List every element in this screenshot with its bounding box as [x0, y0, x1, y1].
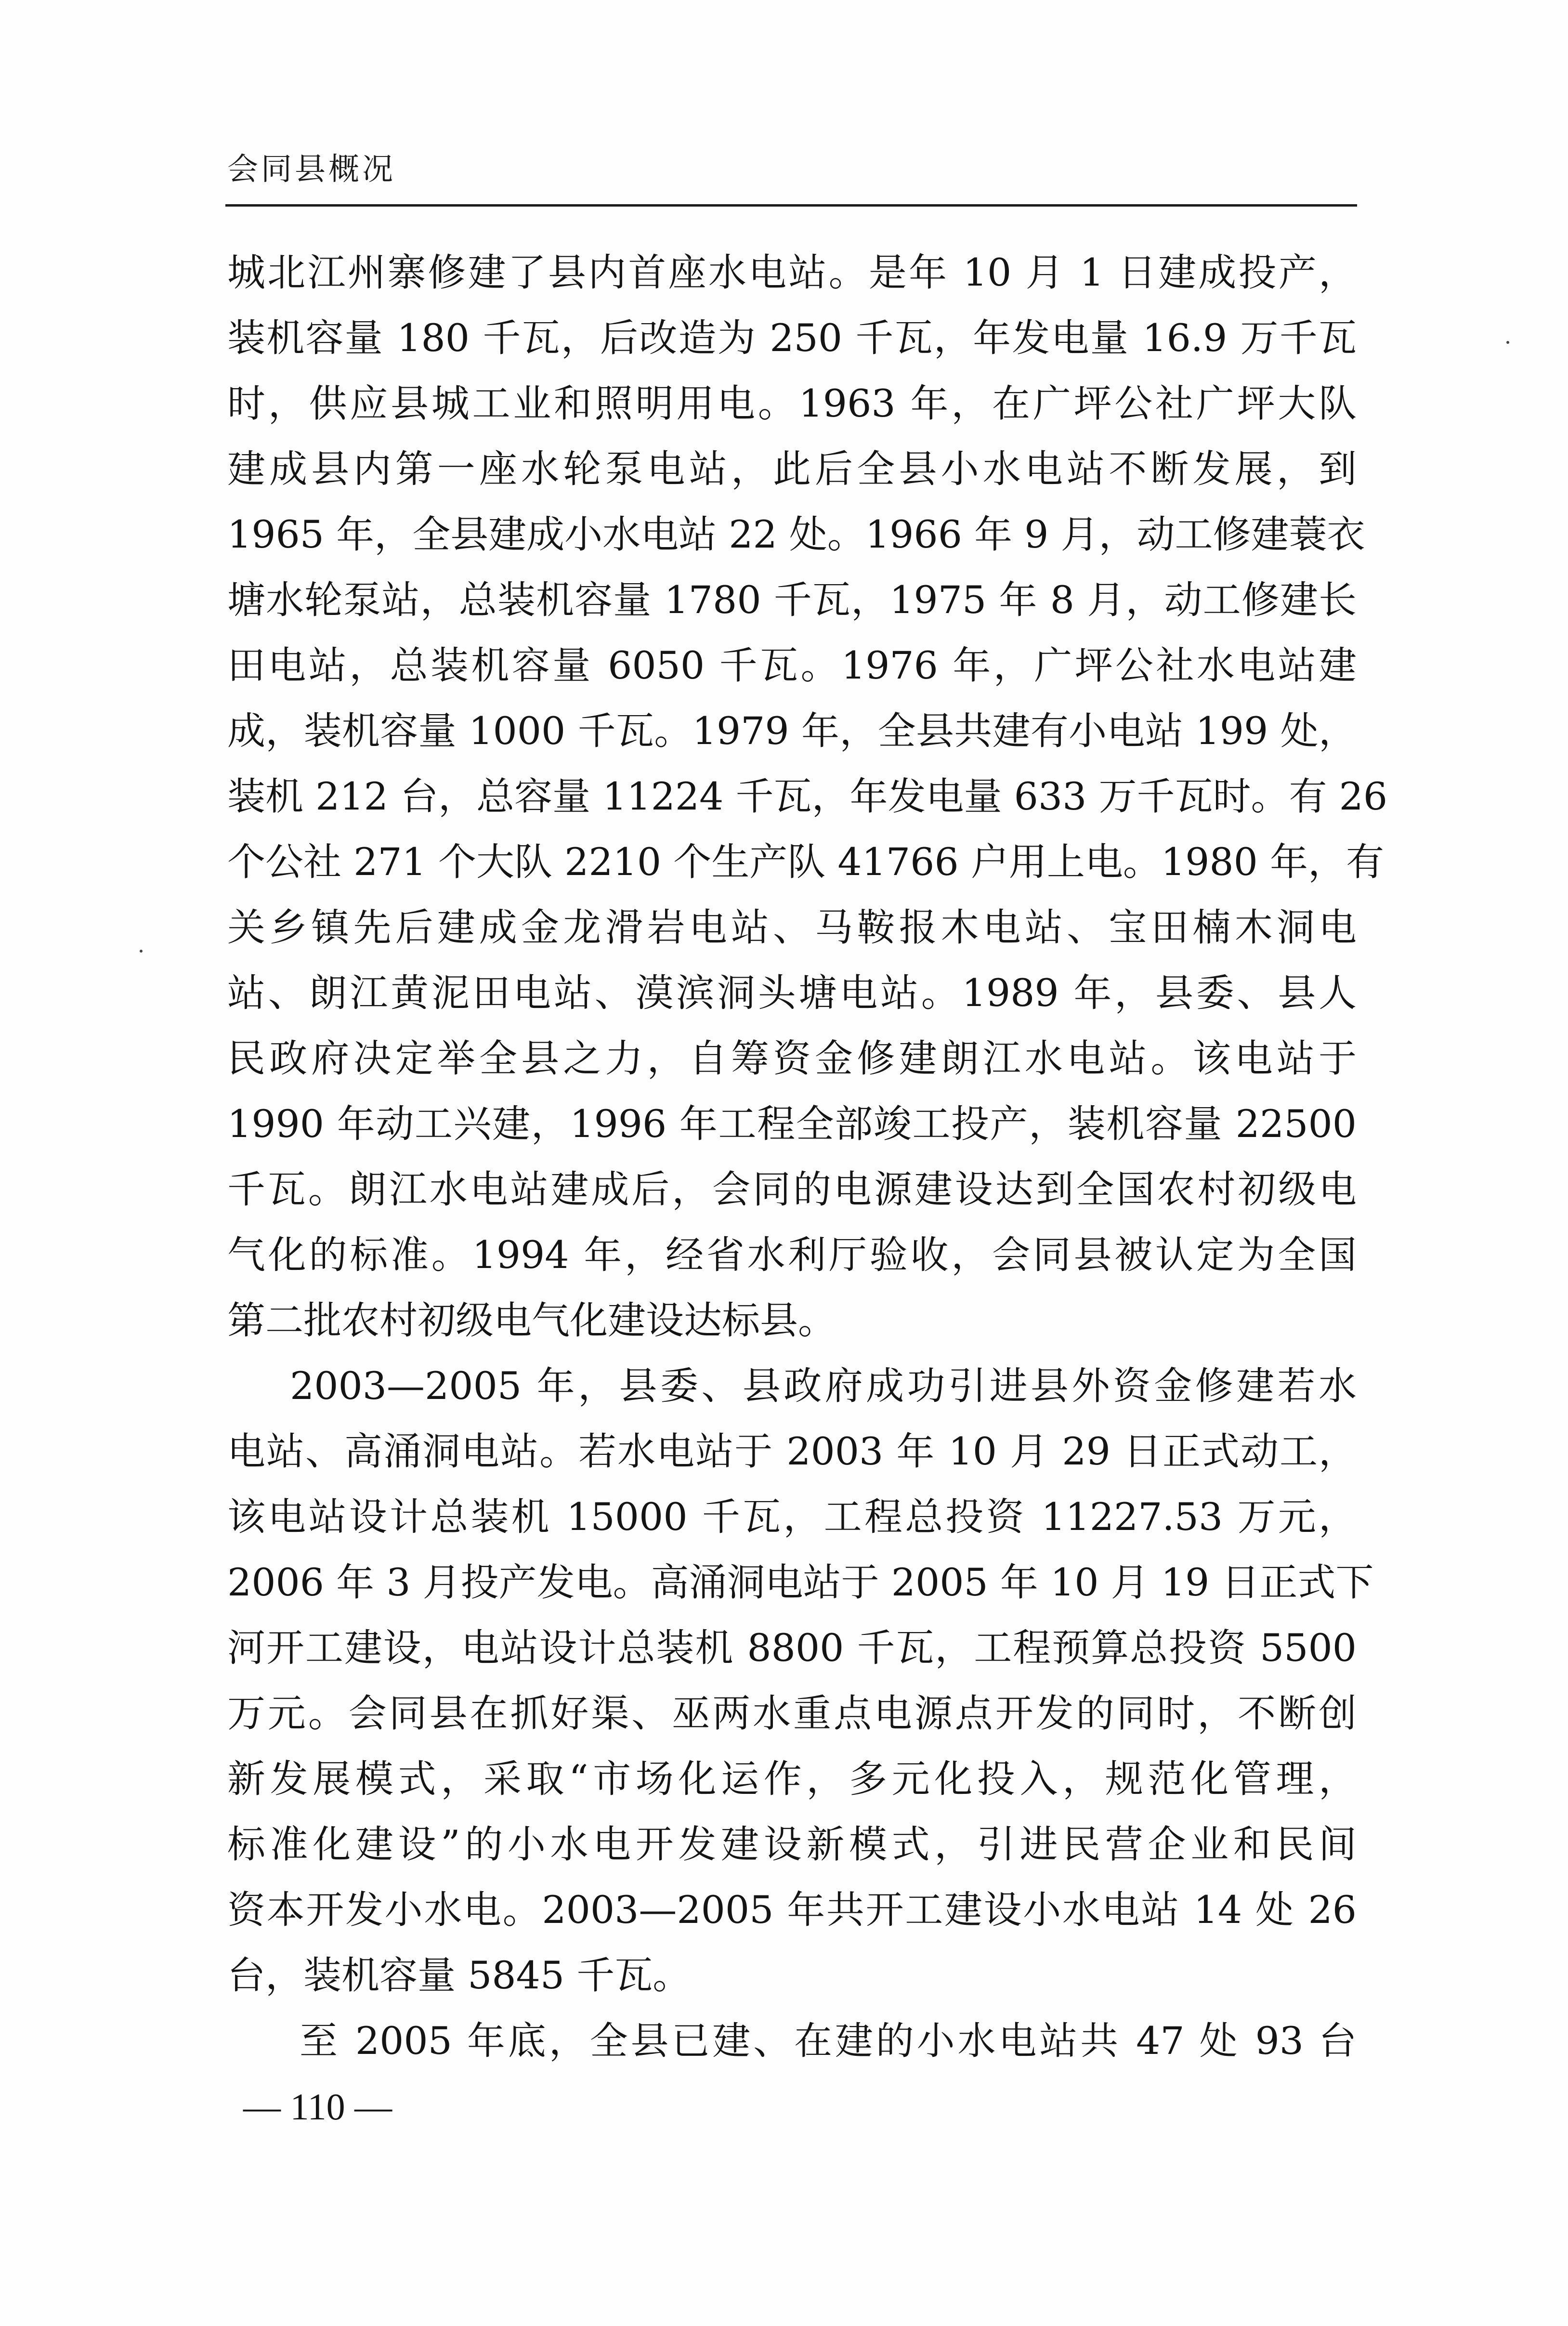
- page-number: — 110 —: [243, 2086, 392, 2128]
- text-line: 电站、高涌洞电站。若水电站于 2003 年 10 月 29 日正式动工，: [227, 1429, 1357, 1474]
- text-line: 河开工建设，电站设计总装机 8800 千瓦，工程预算总投资 5500: [227, 1626, 1357, 1670]
- text-line: 1965 年，全县建成小水电站 22 处。1966 年 9 月，动工修建蓑衣: [227, 512, 1365, 557]
- text-line: 标准化建设”的小水电开发建设新模式，引进民营企业和民间: [227, 1822, 1357, 1867]
- text-line: 田电站，总装机容量 6050 千瓦。1976 年，广坪公社水电站建: [227, 643, 1357, 688]
- text-line: 1990 年动工兴建，1996 年工程全部竣工投产，装机容量 22500: [227, 1102, 1357, 1146]
- text-line: 台，装机容量 5845 千瓦。: [227, 1953, 691, 1998]
- text-line: 成，装机容量 1000 千瓦。1979 年，全县共建有小电站 199 处，: [227, 709, 1357, 753]
- text-line: 资本开发小水电。2003—2005 年共开工建设小水电站 14 处 26: [227, 1888, 1357, 1932]
- text-line: 新发展模式，采取“市场化运作，多元化投入，规范化管理，: [227, 1757, 1357, 1801]
- text-line: 气化的标准。1994 年，经省水利厅验收，会同县被认定为全国: [227, 1233, 1357, 1277]
- header-rule: [225, 204, 1357, 207]
- text-line: 民政府决定举全县之力，自筹资金修建朗江水电站。该电站于: [227, 1036, 1357, 1081]
- scan-speck: [140, 950, 143, 953]
- text-line: 关乡镇先后建成金龙滑岩电站、马鞍报木电站、宝田楠木洞电: [227, 905, 1357, 950]
- text-line: 城北江州寨修建了县内首座水电站。是年 10 月 1 日建成投产，: [227, 250, 1357, 295]
- text-line-paragraph-start: 2003—2005 年，县委、县政府成功引进县外资金修建若水: [290, 1364, 1357, 1408]
- text-line: 个公社 271 个大队 2210 个生产队 41766 户用上电。1980 年，有: [227, 840, 1384, 884]
- text-line: 建成县内第一座水轮泵电站，此后全县小水电站不断发展，到: [227, 447, 1357, 491]
- scan-speck: [1506, 341, 1509, 344]
- text-line: 第二批农村初级电气化建设达标县。: [227, 1298, 836, 1343]
- text-line: 时，供应县城工业和照明用电。1963 年，在广坪公社广坪大队: [227, 381, 1357, 426]
- text-line: 装机 212 台，总容量 11224 千瓦，年发电量 633 万千瓦时。有 26: [227, 774, 1388, 819]
- text-line: 该电站设计总装机 15000 千瓦，工程总投资 11227.53 万元，: [227, 1495, 1357, 1539]
- text-line: 2006 年 3 月投产发电。高涌洞电站于 2005 年 10 月 19 日正式下: [227, 1560, 1374, 1605]
- text-line-paragraph-start: 至 2005 年底，全县已建、在建的小水电站共 47 处 93 台: [300, 2019, 1357, 2063]
- text-line: 装机容量 180 千瓦，后改造为 250 千瓦，年发电量 16.9 万千瓦: [227, 316, 1357, 360]
- text-line: 万元。会同县在抓好渠、巫两水重点电源点开发的同时，不断创: [227, 1691, 1357, 1736]
- text-line: 千瓦。朗江水电站建成后，会同的电源建设达到全国农村初级电: [227, 1167, 1357, 1212]
- text-line: 塘水轮泵站，总装机容量 1780 千瓦，1975 年 8 月，动工修建长: [227, 578, 1357, 622]
- text-line: 站、朗江黄泥田电站、漠滨洞头塘电站。1989 年，县委、县人: [227, 971, 1357, 1015]
- running-head-title: 会同县概况: [227, 152, 396, 187]
